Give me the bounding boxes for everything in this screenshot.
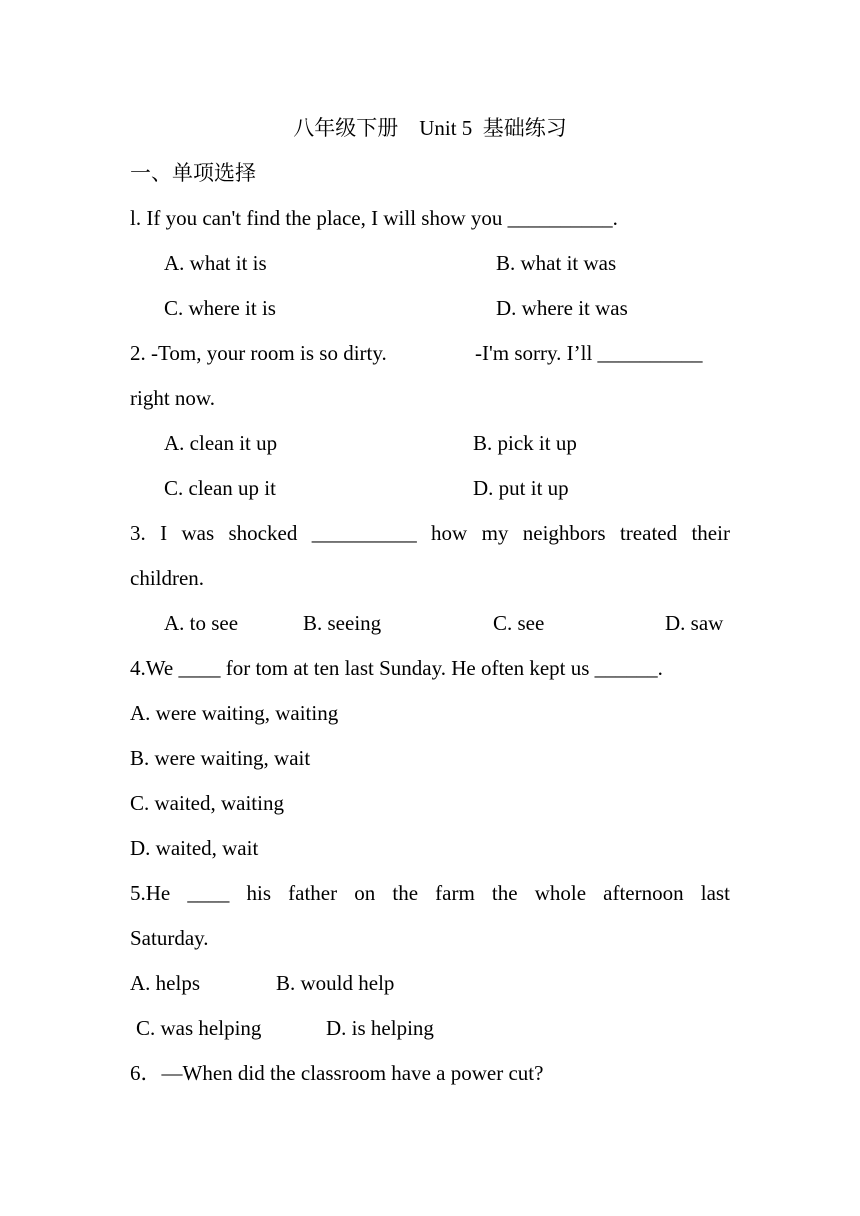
question-5-option-d: D. is helping (326, 1016, 434, 1040)
answer-blank: ____ (187, 881, 230, 905)
stem-word: farm (435, 881, 475, 905)
question-2-option-b: B. pick it up (473, 431, 577, 455)
question-4-option-b: B. were waiting, wait (130, 746, 311, 770)
question-3-option-b: B. seeing (303, 611, 382, 635)
question-5-option-a: A. helps (130, 971, 200, 995)
page-title: 八年级下册 Unit 5 基础练习 (293, 116, 567, 140)
question-5-stem-continued: Saturday. (130, 926, 209, 950)
question-1-option-d: D. where it was (496, 296, 628, 320)
stem-word: the (491, 881, 518, 905)
stem-word: my (481, 521, 509, 545)
stem-word: shocked (228, 521, 298, 545)
stem-word: last (700, 881, 730, 905)
question-4-stem: 4.We ____ for tom at ten last Sunday. He often kept us ______. (130, 656, 663, 680)
question-4-option-d: D. waited, wait (130, 836, 259, 860)
section-heading: 一、单项选择 (130, 161, 256, 185)
question-2-option-c: C. clean up it (164, 476, 276, 500)
stem-word: treated (619, 521, 678, 545)
question-2-option-a: A. clean it up (164, 431, 278, 455)
question-5-stem (130, 880, 730, 906)
question-1-option-c: C. where it is (164, 296, 276, 320)
question-3-option-c: C. see (493, 611, 545, 635)
stem-word: how (431, 521, 468, 545)
stem-word: their (691, 521, 730, 545)
question-2-option-d: D. put it up (473, 476, 569, 500)
answer-blank: __________ (311, 521, 417, 545)
stem-word: on (354, 881, 376, 905)
question-3-stem (130, 520, 730, 546)
question-2-stem-continued: right now. (130, 386, 215, 410)
question-5-option-b: B. would help (276, 971, 395, 995)
stem-word: his (246, 881, 272, 905)
question-1-stem: l. If you can't find the place, I will show you __________. (130, 206, 618, 230)
question-4-option-a: A. were waiting, waiting (130, 701, 339, 725)
stem-word: was (181, 521, 215, 545)
stem-word: 5.He (130, 881, 171, 905)
question-3-stem-continued: children. (130, 566, 205, 590)
stem-word: father (288, 881, 338, 905)
question-1-option-b: B. what it was (496, 251, 617, 275)
question-5-option-c: C. was helping (136, 1016, 262, 1040)
question-4-option-c: C. waited, waiting (130, 791, 284, 815)
stem-word: whole (534, 881, 587, 905)
question-6-stem: 6．—When did the classroom have a power cut? (130, 1061, 544, 1085)
question-1-option-a: A. what it is (164, 251, 267, 275)
question-3-option-a: A. to see (164, 611, 239, 635)
stem-word: I (160, 521, 168, 545)
stem-word: neighbors (522, 521, 606, 545)
stem-word: the (392, 881, 419, 905)
question-2-stem-left: 2. -Tom, your room is so dirty. (130, 341, 387, 365)
question-3-option-d: D. saw (665, 611, 724, 635)
question-2-stem-right: -I'm sorry. I’ll __________ (475, 341, 703, 365)
stem-word: afternoon (603, 881, 684, 905)
stem-word: 3. (130, 521, 146, 545)
